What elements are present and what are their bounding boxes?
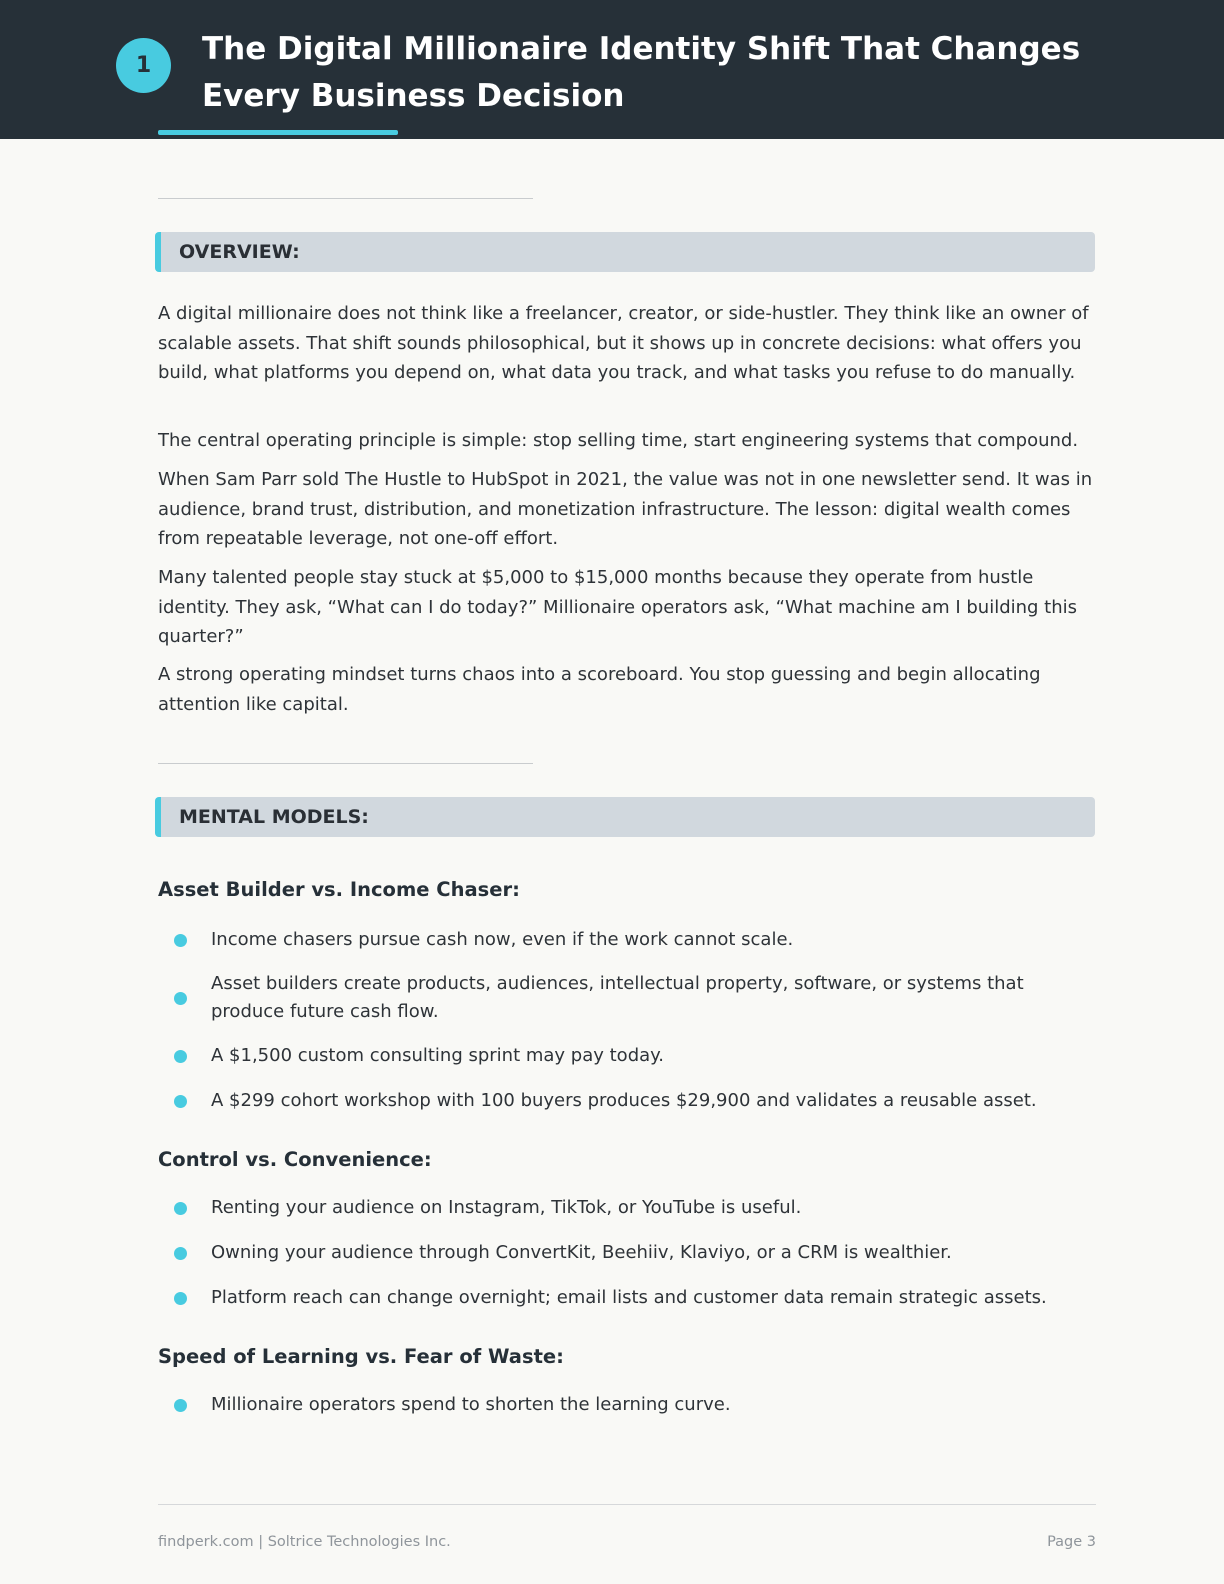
list-item	[174, 970, 1094, 1026]
mental-model-heading: Control vs. Convenience:	[158, 1148, 432, 1171]
section-divider	[158, 763, 533, 764]
page-number: Page 3	[1047, 1534, 1096, 1550]
overview-paragraph: A digital millionaire does not think like a freelancer, creator, or side-hustler. They think like an owner of scalable assets. That shift sounds philosophical, but it shows up in concrete decisions: what offers you build, what platforms you depend on, what data you track, and what tasks you refuse to do manually.	[158, 303, 1089, 383]
list-item	[174, 926, 1094, 954]
footer-company: findperk.com | Soltrice Technologies Inc.	[158, 1534, 451, 1550]
bullet-icon	[174, 1292, 187, 1305]
overview-paragraph: Many talented people stay stuck at $5,000 to $15,000 months because they operate from hustle identity. They ask, “What can I do today?” Millionaire operators ask, “What machine am I building this quarter?”	[158, 567, 1078, 647]
section-divider	[158, 198, 533, 199]
list-item-text: A $299 cohort workshop with 100 buyers produces $29,900 and validates a reusable asset.	[211, 1090, 1037, 1111]
bullet-icon	[174, 1202, 187, 1215]
chapter-header	[0, 0, 1224, 139]
overview-paragraph: The central operating principle is simple: stop selling time, start engineering systems that compound.	[158, 430, 1079, 451]
chapter-title-underline	[158, 130, 398, 135]
mental-model-heading: Speed of Learning vs. Fear of Waste:	[158, 1345, 564, 1368]
list-item-text: A $1,500 custom consulting sprint may pay today.	[211, 1045, 664, 1066]
list-item	[174, 1194, 1094, 1222]
bullet-icon	[174, 1095, 187, 1108]
list-item	[174, 1042, 1094, 1070]
overview-paragraph: A strong operating mindset turns chaos into a scoreboard. You stop guessing and begin allocating attention like capital.	[158, 664, 1041, 715]
list-item-text: Asset builders create products, audiences, intellectual property, software, or systems that produce future cash flow.	[211, 973, 1024, 1022]
list-item-text: Owning your audience through ConvertKit, Beehiiv, Klaviyo, or a CRM is wealthier.	[211, 1242, 952, 1263]
footer-divider	[158, 1504, 1096, 1505]
overview-paragraph: When Sam Parr sold The Hustle to HubSpot in 2021, the value was not in one newsletter send. It was in audience, brand trust, distribution, and monetization infrastructure. The lesson: digital wealth comes from repeatable leverage, not one-off effort.	[158, 469, 1093, 549]
chapter-number-badge: 1	[116, 38, 171, 93]
list-item	[174, 1087, 1094, 1115]
section-label-mental-models: MENTAL MODELS:	[155, 797, 1095, 837]
section-label-overview: OVERVIEW:	[155, 232, 1095, 272]
bullet-icon	[174, 1050, 187, 1063]
bullet-icon	[174, 992, 187, 1005]
bullet-icon	[174, 1247, 187, 1260]
chapter-title: The Digital Millionaire Identity Shift That Changes Every Business Decision	[202, 31, 1081, 114]
list-item-text: Income chasers pursue cash now, even if the work cannot scale.	[211, 929, 794, 950]
mental-model-heading: Asset Builder vs. Income Chaser:	[158, 878, 520, 901]
list-item	[174, 1391, 1094, 1419]
list-item-text: Millionaire operators spend to shorten the learning curve.	[211, 1394, 731, 1415]
list-item	[174, 1239, 1094, 1267]
bullet-icon	[174, 1399, 187, 1412]
list-item-text: Renting your audience on Instagram, TikTok, or YouTube is useful.	[211, 1197, 802, 1218]
bullet-icon	[174, 934, 187, 947]
list-item-text: Platform reach can change overnight; email lists and customer data remain strategic assets.	[211, 1287, 1047, 1308]
list-item	[174, 1284, 1094, 1312]
